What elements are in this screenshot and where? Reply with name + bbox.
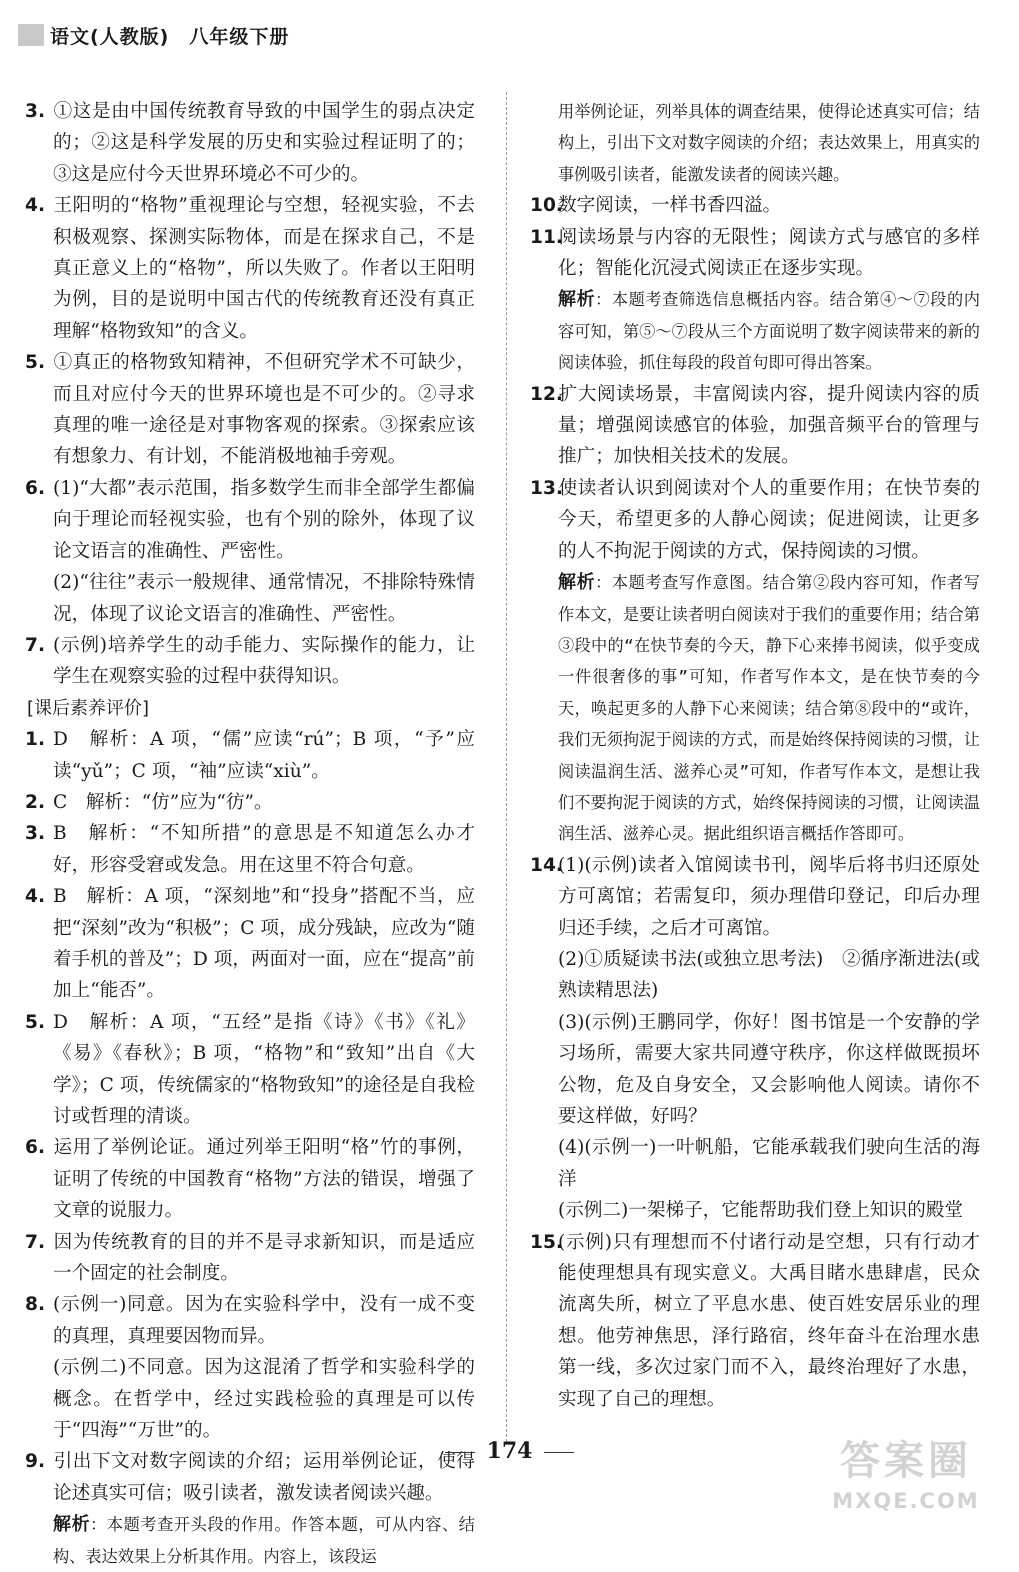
page-number-text: 174	[486, 1438, 533, 1464]
answer-item	[530, 850, 980, 944]
item-number: 12.	[530, 383, 563, 405]
analysis-block	[530, 284, 980, 378]
analysis-block	[25, 1509, 475, 1572]
item-number: 13.	[530, 477, 563, 499]
analysis-text: ：本题考查写作意图。结合第②段内容可知，作者写作本文，是要让读者明白阅读对于我们的重要作用；结合第③段中的“在快节奏的今天，静下心来捧书阅读，似乎变成一件很奢侈的事”可知，作者写作本文，是在快节奏的今天，唤起更多的人静下心来阅读；结合第⑧段中的“或许，我们无须拘泥于阅读的方式，而是始终保持阅读的习惯，让阅读温润生活、滋养心灵”可知，作者写作本文，是想让我们不要拘泥于阅读的方式，始终保持阅读的习惯，让阅读温润生活、滋养心灵。据此组织语言概括作答即可。	[558, 573, 980, 844]
analysis-text: 用举例论证，列举具体的调查结果，使得论述真实可信；结构上，引出下文对数字阅读的介绍；表达效果上，用真实的事例吸引读者，能激发读者的阅读兴趣。	[558, 102, 980, 184]
answer-item	[530, 1227, 980, 1415]
answer-subitem	[530, 1007, 980, 1133]
item-text: (2)①质疑读书法(或独立思考法) ②循序渐进法(或熟读精思法)	[558, 948, 980, 1002]
item-text: (2)“往往”表示一般规律、通常情况，不排除特殊情况，体现了议论文语言的准确性、严密性。	[53, 572, 475, 625]
answer-item	[25, 96, 475, 190]
item-number: 4.	[25, 195, 46, 217]
answer-item	[530, 190, 980, 221]
item-number: 11.	[530, 226, 563, 248]
answer-item	[530, 222, 980, 285]
item-text: (示例)只有理想而不付诸行动是空想，只有行动才能使理想具有现实意义。大禹目睹水患肆虐，民众流离失所，树立了平息水患、使百姓安居乐业的理想。他劳神焦思，泽行路宿，终年奋斗在治理水患第一线，多次过家门而不入，最终治理好了水患，实现了自己的理想。	[558, 1231, 980, 1410]
item-text: (示例二)不同意。因为这混淆了哲学和实验科学的概念。在哲学中，经过实践检验的真理是可以传于“四海”“万世”的。	[53, 1357, 475, 1442]
item-text: 阅读场景与内容的无限性；阅读方式与感官的多样化；智能化沉浸式阅读正在逐步实现。	[558, 226, 980, 280]
answer-subitem	[25, 1352, 475, 1446]
item-number: 7.	[25, 1231, 46, 1253]
page-header	[12, 10, 572, 60]
item-text: (示例二)一架梯子，它能帮助我们登上知识的殿堂	[558, 1200, 963, 1222]
item-text: D 解析：A 项，“五经”是指《诗》《书》《礼》《易》《春秋》；B 项，“格物”和“致知”出自《大学》；C 项，传统儒家的“格物致知”的途径是自我检讨或哲理的清谈。	[53, 1011, 475, 1127]
analysis-label: 解析	[558, 572, 596, 594]
answer-item	[25, 347, 475, 473]
answer-item	[25, 724, 475, 787]
item-text: (示例)培养学生的动手能力、实际操作的能力，让学生在观察实验的过程中获得知识。	[53, 634, 475, 688]
item-text: C 解析：“仿”应为“彷”。	[53, 791, 273, 813]
header-title: 语文(人教版) 八年级下册	[50, 25, 290, 48]
answer-item	[25, 818, 475, 881]
answer-item	[25, 190, 475, 347]
item-text: 王阳明的“格物”重视理论与空想，轻视实验，不去积极观察、探测实际物体，而是在探求自己，不是真正意义上的“格物”，所以失败了。作者以王阳明为例，目的是说明中国古代的传统教育还没有真正理解“格物致知”的含义。	[53, 195, 475, 342]
answer-subitem	[530, 1132, 980, 1195]
item-text: 引出下文对数字阅读的介绍；运用举例论证，使得论述真实可信；吸引读者，激发读者阅读兴趣。	[53, 1451, 475, 1504]
answer-item	[25, 1289, 475, 1352]
item-text: D 解析：A 项，“儒”应读“rú”；B 项，“予”应读“yǔ”；C 项，“袖”应读“xiù”。	[53, 729, 475, 782]
analysis-label: 解析	[53, 1514, 91, 1536]
answer-subitem	[25, 567, 475, 630]
item-number: 1.	[25, 729, 46, 751]
item-number: 6.	[25, 1137, 46, 1159]
item-number: 7.	[25, 634, 46, 656]
item-number: 5.	[25, 1011, 46, 1033]
analysis-block	[530, 567, 980, 850]
answer-item	[25, 881, 475, 1007]
item-number: 6.	[25, 477, 46, 499]
answer-subitem	[530, 1195, 980, 1226]
analysis-text: ：本题考查开头段的作用。作答本题，可从内容、结构、表达效果上分析其作用。内容上，该段运	[53, 1515, 475, 1566]
item-number: 9.	[25, 1451, 46, 1473]
item-text: 数字阅读，一样书香四溢。	[558, 195, 782, 217]
item-text: (1)(示例)读者入馆阅读书刊，阅毕后将书归还原处方可离馆；若需复印，须办理借印登记，印后办理归还手续，之后才可离馆。	[558, 854, 980, 939]
answer-item	[530, 473, 980, 567]
answer-item	[530, 379, 980, 473]
answer-item	[25, 1227, 475, 1290]
answer-item	[25, 473, 475, 567]
dash-right	[544, 1452, 574, 1453]
header-marker	[18, 24, 44, 46]
answer-item	[25, 787, 475, 818]
answer-subitem	[530, 944, 980, 1007]
watermark-url: MXQE.COM	[832, 1489, 980, 1513]
item-text: 因为传统教育的目的并不是寻求新知识，而是适应一个固定的社会制度。	[53, 1231, 475, 1285]
item-number: 4.	[25, 886, 46, 908]
column-divider	[506, 92, 507, 1442]
item-number: 8.	[25, 1294, 46, 1316]
item-number: 2.	[25, 791, 46, 813]
watermark-logo-text: 答案圈	[840, 1438, 972, 1484]
analysis-continuation	[530, 96, 980, 190]
item-text: (示例一)同意。因为在实验科学中，没有一成不变的真理，真理要因物而异。	[53, 1294, 475, 1347]
item-text: ①真正的格物致知精神，不但研究学术不可缺少，而且对应付今天的世界环境也是不可少的。②寻求真理的唯一途径是对事物客观的探索。③探索应该有想象力、有计划，不能消极地袖手旁观。	[53, 352, 475, 468]
item-text: B 解析：A 项，“深刻地”和“投身”搭配不当，应把“深刻”改为“积极”；C 项，成分残缺，应改为“随着手机的普及”；D 项，两面对一面，应在“提高”前加上“能否”。	[53, 886, 475, 1002]
item-number: 3.	[25, 823, 46, 845]
item-text: (1)“大都”表示范围，指多数学生而非全部学生都偏向于理论而轻视实验，也有个别的除外，体现了议论文语言的准确性、严密性。	[53, 477, 475, 562]
item-number: 14.	[530, 854, 563, 876]
item-number: 5.	[25, 352, 46, 374]
item-text: B 解析：“不知所措”的意思是不知道怎么办才好，形容受窘或发急。用在这里不符合句意。	[53, 823, 475, 876]
item-text: (4)(示例一)一叶帆船，它能承载我们驶向生活的海洋	[558, 1137, 980, 1190]
item-text: 扩大阅读场景，丰富阅读内容，提升阅读内容的质量；增强阅读感官的体验，加强音频平台的管理与推广；加快相关技术的发展。	[558, 383, 980, 468]
item-text: ①这是由中国传统教育导致的中国学生的弱点决定的；②这是科学发展的历史和实验过程证明了的；③这是应付今天世界环境必不可少的。	[53, 101, 475, 185]
analysis-label: 解析	[558, 289, 596, 311]
answer-item	[25, 630, 475, 693]
item-number: 3.	[25, 101, 46, 122]
item-number: 15.	[530, 1231, 563, 1253]
item-text: (3)(示例)王鹏同学，你好！图书馆是一个安静的学习场所，需要大家共同遵守秩序，你这样做既损坏公物，危及自身安全，又会影响他人阅读。请你不要这样做，好吗？	[558, 1011, 980, 1127]
dash-left	[445, 1452, 475, 1453]
item-text: 使读者认识到阅读对个人的重要作用；在快节奏的今天，希望更多的人静心阅读；促进阅读，让更多的人不拘泥于阅读的方式，保持阅读的习惯。	[558, 477, 980, 562]
item-text: 运用了举例论证。通过列举王阳明“格”竹的事例，证明了传统的中国教育“格物”方法的错误，增强了文章的说服力。	[53, 1137, 475, 1222]
answer-item	[25, 1007, 475, 1133]
answer-item	[25, 1132, 475, 1226]
analysis-text: ：本题考查筛选信息概括内容。结合第④～⑦段的内容可知，第⑤～⑦段从三个方面说明了数字阅读带来的新的阅读体验，抓住每段的段首句即可得出答案。	[558, 290, 980, 373]
right-column	[530, 96, 980, 1415]
watermark-logo	[821, 1436, 991, 1522]
item-number: 10.	[530, 195, 563, 217]
section-title: [课后素养评价]	[27, 697, 150, 719]
left-column	[25, 96, 475, 1572]
